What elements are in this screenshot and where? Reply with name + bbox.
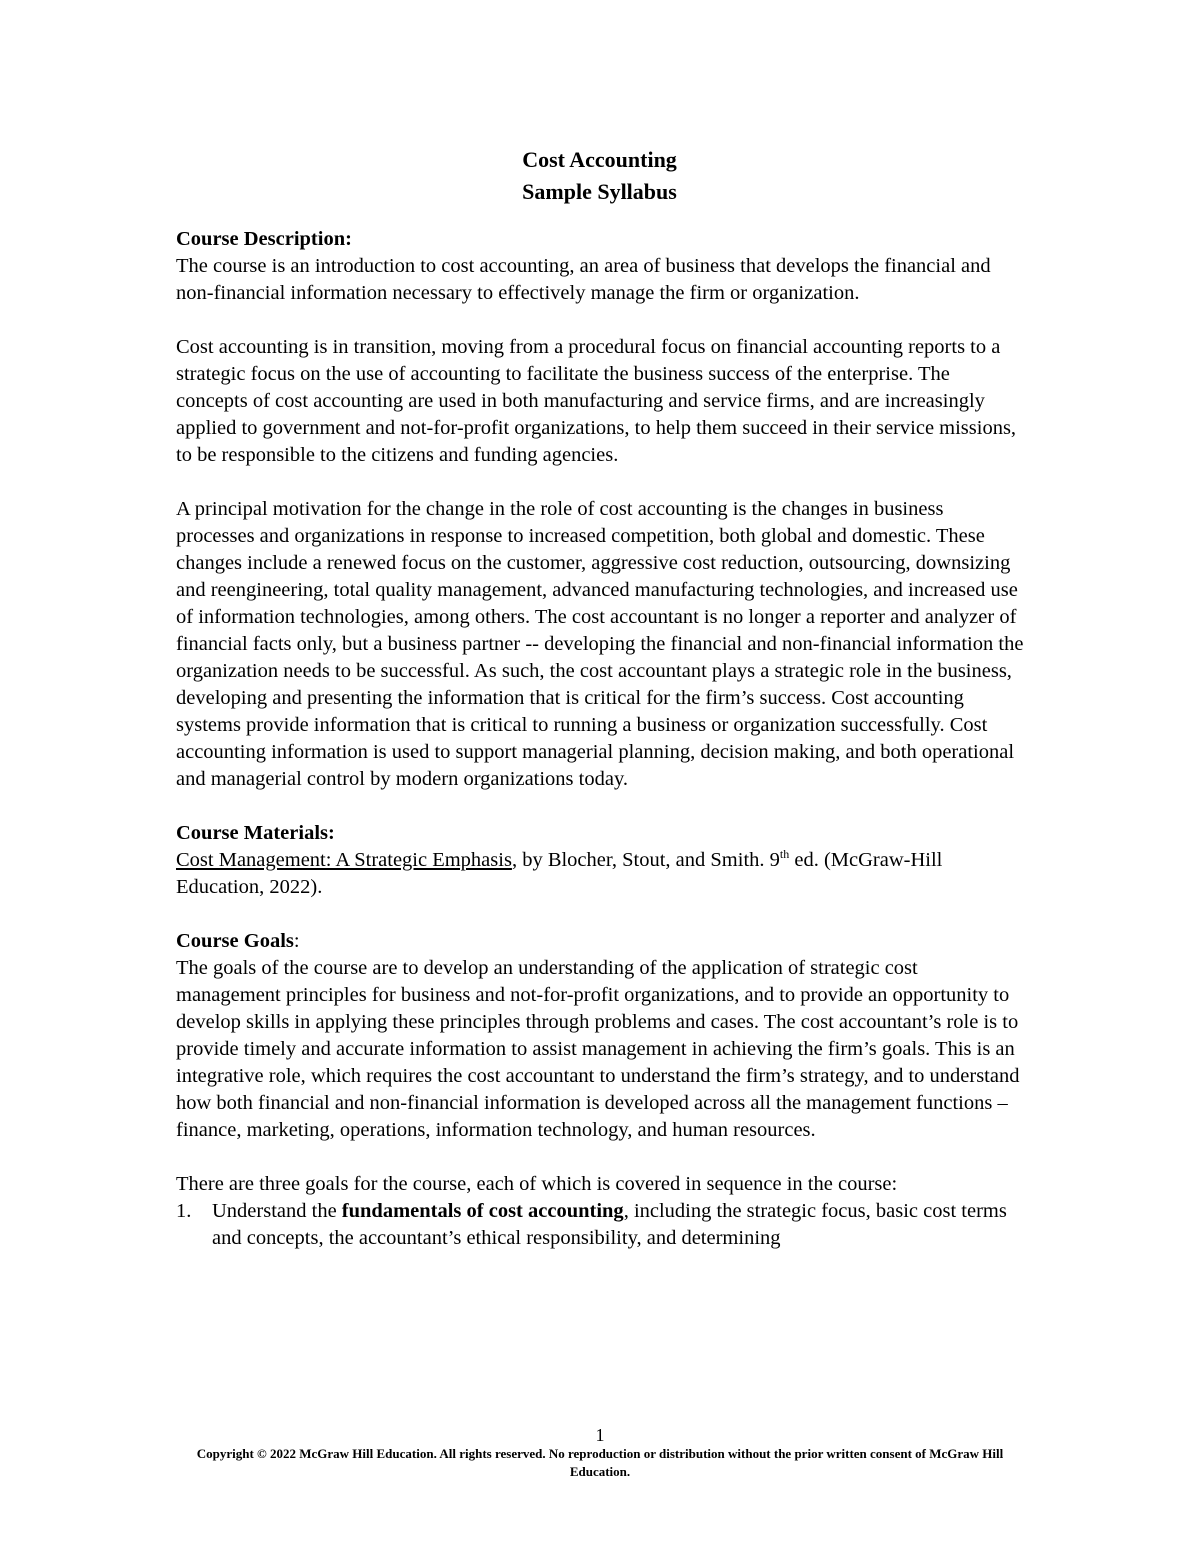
goal-item-text <box>212 1198 1026 1252</box>
course-materials-citation <box>176 847 1026 901</box>
course-goals-intro: There are three goals for the course, each of which is covered in sequence in the course: <box>176 1173 898 1195</box>
course-description-paragraph-1: The course is an introduction to cost accounting, an area of business that develops the financial and non-financial information necessary to effectively manage the firm or organization. <box>176 255 991 304</box>
document-subtitle: Sample Syllabus <box>522 179 677 204</box>
textbook-publication: ed. (McGraw-Hill Education, 2022). <box>176 849 943 898</box>
course-materials-heading: Course Materials: <box>176 822 335 844</box>
textbook-authors: , by Blocher, Stout, and Smith. 9 <box>511 849 780 871</box>
course-description-heading: Course Description: <box>176 228 352 250</box>
course-goals-paragraph: The goals of the course are to develop an understanding of the application of strategic cost management principles for business and not-for-profit organizations, and to provide an opportunity to develop skills in applying these principles through problems and cases. The cost accountant’s role is to provide timely and accurate information to assist management in achieving the firm’s goals. This is an integrative role, which requires the cost accountant to understand the firm’s strategy, and to understand how both financial and non-financial information is developed across all the management functions – finance, marketing, operations, information technology, and human resources. <box>176 957 1020 1141</box>
goal-item-emphasis: fundamentals of cost accounting <box>341 1200 624 1222</box>
goal-item-text-after: , including the strategic focus, basic cost terms and concepts, the accountant’s ethical responsibility, and determining <box>212 1200 1007 1249</box>
copyright-notice: Copyright © 2022 McGraw Hill Education. All rights reserved. No reproduction or distribution without the prior written consent of McGraw Hill Education. <box>196 1446 1004 1479</box>
goal-item-text-before: Understand the <box>212 1200 342 1222</box>
page-footer <box>0 1425 1200 1481</box>
syllabus-page <box>176 144 1026 1252</box>
title-block <box>176 144 1026 208</box>
goal-item-1 <box>176 1198 1026 1252</box>
course-description-paragraph-3: A principal motivation for the change in the role of cost accounting is the changes in business processes and organizations in response to increased competition, both global and domestic. These changes include a renewed focus on the customer, aggressive cost reduction, outsourcing, downsizing and reengineering, total quality management, advanced manufacturing technologies, and increased use of information technologies, among others. The cost accountant is no longer a reporter and analyzer of financial facts only, but a business partner -- developing the financial and non-financial information the organization needs to be successful. As such, the cost accountant plays a strategic role in the business, developing and presenting the information that is critical for the firm’s success. Cost accounting systems provide information that is critical to running a business or organization successfully. Cost accounting information is used to support managerial planning, decision making, and both operational and managerial control by modern organizations today. <box>176 498 1024 790</box>
course-goals-heading-colon: : <box>293 930 300 952</box>
textbook-title: Cost Management: A Strategic Emphasis <box>176 849 512 871</box>
edition-superscript: th <box>779 847 790 862</box>
page-number: 1 <box>595 1425 605 1445</box>
course-goals-heading-line <box>176 928 1026 955</box>
course-description-paragraph-2: Cost accounting is in transition, moving from a procedural focus on financial accounting reports to a strategic focus on the use of accounting to facilitate the business success of the enterprise. The concepts of cost accounting are used in both manufacturing and service firms, and are increasingly applied to government and not-for-profit organizations, to help them succeed in their service missions, to be responsible to the citizens and funding agencies. <box>176 336 1017 466</box>
document-title: Cost Accounting <box>522 147 677 172</box>
goals-list <box>176 1198 1026 1252</box>
course-goals-heading: Course Goals <box>176 930 294 952</box>
goal-item-number: 1. <box>176 1200 192 1222</box>
